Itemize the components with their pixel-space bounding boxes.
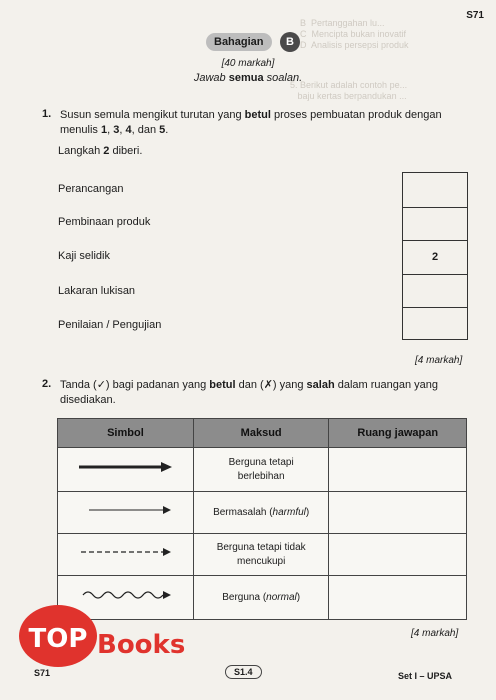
- sequence-answer-box: [402, 172, 468, 340]
- answer-cell[interactable]: [329, 492, 467, 534]
- question-1-given-step: Langkah 2 diberi.: [58, 145, 143, 157]
- bleed-through-text: B Pertanggahan lu... C Mencipta bukan inovatif D Analisis persepsi produk: [300, 18, 409, 50]
- dashed-arrow-icon: [58, 534, 194, 576]
- sequence-answer-cell[interactable]: 2: [403, 240, 467, 274]
- column-header-meaning: Maksud: [193, 419, 329, 448]
- step-label: Penilaian / Pengujian: [58, 319, 162, 331]
- thick-arrow-icon: [58, 448, 194, 492]
- meaning-cell: Berguna tetapi berlebihan: [193, 448, 329, 492]
- sequence-answer-cell[interactable]: [403, 307, 467, 341]
- question-2-number: 2.: [42, 378, 52, 390]
- table-row: [58, 448, 467, 492]
- thin-arrow-icon: [58, 492, 194, 534]
- footer-page-code: S71: [34, 668, 51, 678]
- section-instruction: Jawab semua soalan.: [193, 72, 303, 84]
- step-label: Kaji selidik: [58, 250, 110, 262]
- meaning-cell: Bermasalah (harmful): [193, 492, 329, 534]
- sequence-answer-cell[interactable]: [403, 274, 467, 308]
- meaning-cell: Berguna tetapi tidak mencukupi: [193, 534, 329, 576]
- column-header-symbol: Simbol: [58, 419, 194, 448]
- footer-set-label: Set I – UPSA: [398, 671, 453, 681]
- column-header-answer: Ruang jawapan: [329, 419, 467, 448]
- answer-cell[interactable]: [329, 534, 467, 576]
- topbooks-logo-top: TOP: [28, 624, 88, 654]
- question-1-text: Susun semula mengikut turutan yang betul proses pembuatan produk dengan menulis 1, 3, 4, dan 5.: [60, 109, 442, 136]
- symbol-matching-table: [57, 418, 467, 620]
- section-letter-badge: B: [280, 32, 300, 52]
- question-2-marks: [4 markah]: [411, 628, 459, 639]
- step-label: Lakaran lukisan: [58, 285, 136, 297]
- sequence-answer-cell[interactable]: [403, 207, 467, 241]
- question-2-text: Tanda (✓) bagi padanan yang betul dan (✗) yang salah dalam ruangan yang disediakan.: [60, 379, 439, 406]
- section-total-marks: [40 markah]: [221, 58, 275, 69]
- meaning-cell: Berguna (normal): [193, 576, 329, 620]
- step-label: Pembinaan produk: [58, 216, 151, 228]
- topbooks-logo-books: Books: [97, 630, 186, 660]
- section-label: Bahagian: [206, 33, 272, 51]
- answer-cell[interactable]: [329, 448, 467, 492]
- answer-cell[interactable]: [329, 576, 467, 620]
- step-label: Perancangan: [58, 183, 124, 195]
- sequence-answer-cell[interactable]: [403, 173, 467, 207]
- footer-page-number: S1.4: [225, 665, 262, 679]
- bleed-through-text: 5. Berikut adalah contoh pe... baju kertas berpandukan ...: [290, 80, 408, 101]
- question-1-number: 1.: [42, 108, 52, 120]
- table-row: [58, 534, 467, 576]
- question-1-marks: [4 markah]: [415, 355, 463, 366]
- table-row: [58, 492, 467, 534]
- page-code-top: S71: [466, 10, 484, 21]
- table-row: [58, 576, 467, 620]
